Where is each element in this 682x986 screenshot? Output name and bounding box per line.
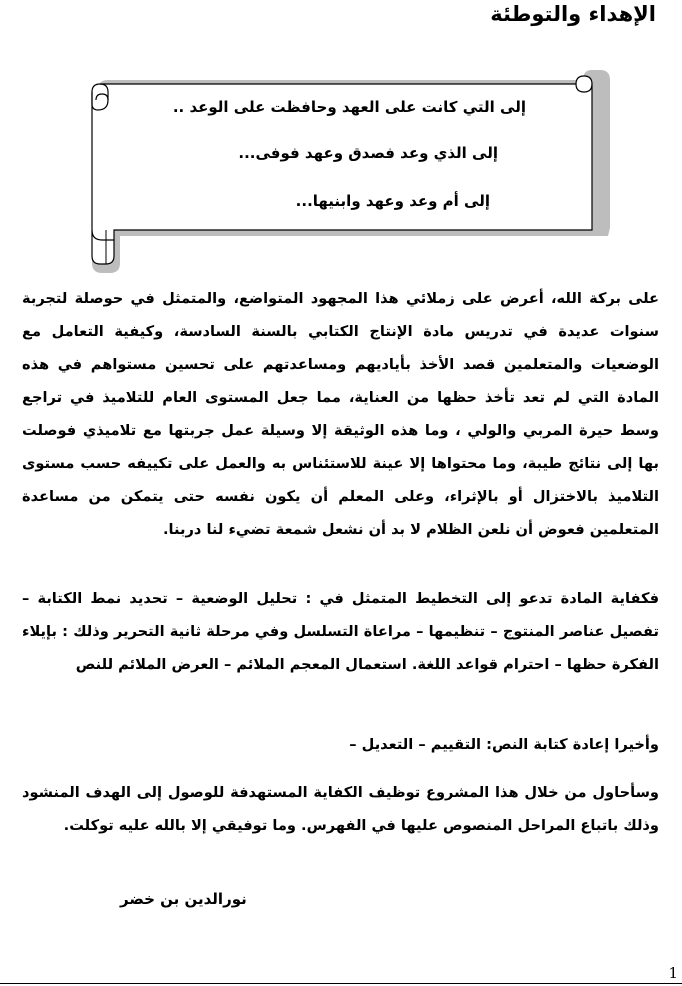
scroll-frame-graphic bbox=[78, 58, 618, 273]
page-title: الإهداء والتوطئة bbox=[490, 2, 656, 26]
page-number: 1 bbox=[668, 964, 678, 982]
dedication-line-3: إلى أم وعد وعهد وابنيها... bbox=[295, 192, 490, 210]
closing-paragraph: وسأحاول من خلال هذا المشروع توظيف الكفاية المستهدفة للوصول إلى الهدف المنشود وذلك باتباع المراحل المنصوص عليها في الفهرس. وما توفيقي إلا بالله عليه توكلت. bbox=[22, 784, 659, 834]
intro-paragraph: على بركة الله، أعرض على زملائي هذا المجهود المتواضع، والمتمثل في حوصلة لتجربة سنوات عديدة في تدريس مادة الإنتاج الكتابي بالسنة السادسة، وكيفية التعامل مع الوضعيات والمتعلمين قصد الأخذ بأياديهم ومساعدتهم على تحسين مستواهم في هذه المادة التي لم تعد تأخذ حظها من العناية، مما جعل المستوى العام للتلاميذ في تراجع وسط حيرة المربي والولي ، وما هذه الوثيقة إلا وسيلة عمل جربتها مع تلاميذي فوصلت بها إلى نتائج طيبة، وما محتواها إلا عينة للاستئناس به والعمل على تكييفه حسب مستوى التلاميذ بالاختزال أو بالإثراء، وعلى المعلم أن يكون نفسه حتى يتمكن من مساعدة المتعلمين فعوض أن نلعن الظلام لا بد أن نشعل شمعة تضيء لنا دربنا. bbox=[22, 290, 659, 538]
rewrite-paragraph: وأخيرا إعادة كتابة النص: التقييم – التعديل – bbox=[349, 736, 659, 753]
footer-rule bbox=[0, 983, 682, 984]
dedication-scroll bbox=[78, 58, 618, 273]
dedication-line-1: إلى التي كانت على العهد وحافظت على الوعد .. bbox=[172, 98, 526, 116]
author-signature: نورالدين بن خضر bbox=[120, 890, 247, 908]
competency-paragraph: فكفاية المادة تدعو إلى التخطيط المتمثل في : تحليل الوضعية – تحديد نمط الكتابة – تفصيل عناصر المنتوج – تنظيمها – مراعاة التسلسل وفي مرحلة ثانية التحرير وذلك : بإيلاء الفكرة حظها – احترام قواعد اللغة. استعمال المعجم الملائم – العرض الملائم للنص bbox=[22, 590, 659, 673]
dedication-line-2: إلى الذي وعد فصدق وعهد فوفى... bbox=[238, 144, 498, 162]
